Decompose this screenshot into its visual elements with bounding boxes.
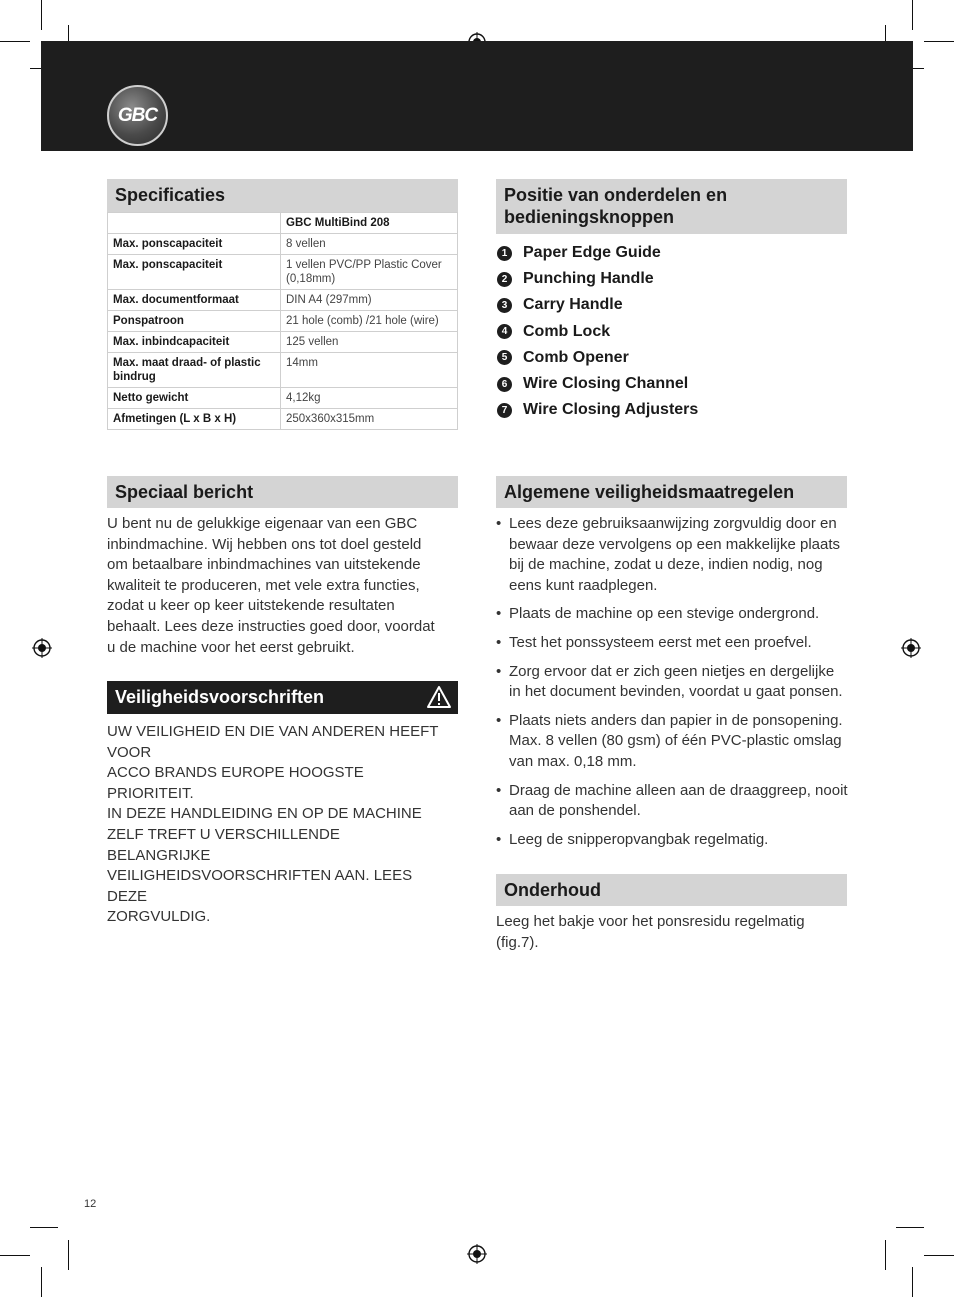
crop-mark xyxy=(912,1267,913,1297)
safety-rules-text xyxy=(107,722,447,928)
table-row xyxy=(108,332,458,353)
crop-mark xyxy=(924,41,954,42)
specifications-heading: Specificaties xyxy=(107,179,458,212)
bullet-text: Plaats de machine op een stevige ondergrond. xyxy=(509,605,820,623)
spec-value: 4,12kg xyxy=(281,388,458,409)
part-label: Paper Edge Guide xyxy=(523,244,661,262)
list-item xyxy=(496,319,698,345)
spec-label: Max. documentformaat xyxy=(108,290,281,311)
spec-value: 14mm xyxy=(281,353,458,388)
warning-triangle-icon xyxy=(426,685,452,709)
crop-mark xyxy=(896,1227,924,1228)
safety-line: VEILIGHEIDSVOORSCHRIFTEN AAN. LEES DEZE xyxy=(107,867,413,905)
general-safety-heading: Algemene veiligheidsmaatregelen xyxy=(496,476,847,508)
crop-mark xyxy=(924,1255,954,1256)
logo-text: GBC xyxy=(117,104,158,126)
list-item: • Zorg ervoor dat er zich geen nietjes en dergelijke in het document bevinden, voordat u gaat ponsen. xyxy=(496,662,843,701)
list-item: • Test het ponssysteem eerst met een proefvel. xyxy=(496,633,812,651)
bullet-text: Draag de machine alleen aan de draaggreep, nooit aan de ponshendel. xyxy=(509,781,848,820)
table-row xyxy=(108,234,458,255)
crop-mark xyxy=(41,1267,42,1297)
spec-label: Netto gewicht xyxy=(108,388,281,409)
general-safety-list xyxy=(496,514,850,858)
crop-mark xyxy=(912,0,913,30)
spec-value: 21 hole (comb) /21 hole (wire) xyxy=(281,311,458,332)
list-item: • Leeg de snipperopvangbak regelmatig. xyxy=(496,830,769,848)
list-item xyxy=(496,371,698,397)
bullet-text: Lees deze gebruiksaanwijzing zorgvuldig door en bewaar deze vervolgens op een makkelijke plaats bij de machine, zodat u deze, indien nodig, nog eens kunt raadplegen. xyxy=(509,515,841,594)
registration-mark-icon xyxy=(901,638,921,658)
maintenance-text: Leeg het bakje voor het ponsresidu regelmatig (fig.7). xyxy=(496,913,805,951)
list-item xyxy=(496,240,698,266)
table-row xyxy=(108,409,458,430)
parts-heading: Positie van onderdelen en bedieningsknoppen xyxy=(496,179,847,234)
list-item xyxy=(496,397,698,423)
crop-mark xyxy=(0,1255,30,1256)
spec-label: Ponspatroon xyxy=(108,311,281,332)
page-number: 12 xyxy=(84,1198,97,1210)
list-item: • Draag de machine alleen aan de draaggreep, nooit aan de ponshendel. xyxy=(496,781,848,820)
table-row xyxy=(108,311,458,332)
table-row xyxy=(108,290,458,311)
number-badge: 2 xyxy=(497,272,512,287)
safety-line: IN DEZE HANDLEIDING EN OP DE MACHINE xyxy=(107,805,422,823)
spec-label: Max. maat draad- of plastic bindrug xyxy=(108,353,281,388)
gbc-logo xyxy=(107,85,168,146)
registration-mark-icon xyxy=(32,638,52,658)
spec-label: Afmetingen (L x B x H) xyxy=(108,409,281,430)
header-band xyxy=(41,41,913,151)
number-badge: 5 xyxy=(497,350,512,365)
table-header-model: GBC MultiBind 208 xyxy=(281,213,458,234)
spec-value: 250x360x315mm xyxy=(281,409,458,430)
table-row xyxy=(108,388,458,409)
crop-mark xyxy=(41,0,42,30)
spec-label: Max. ponscapaciteit xyxy=(108,234,281,255)
number-badge: 1 xyxy=(497,246,512,261)
crop-mark xyxy=(30,1227,58,1228)
part-label: Wire Closing Channel xyxy=(523,375,689,393)
bullet-text: Zorg ervoor dat er zich geen nietjes en dergelijke in het document bevinden, voordat u gaat ponsen. xyxy=(509,662,843,701)
part-label: Comb Lock xyxy=(523,322,611,340)
bullet-text: Plaats niets anders dan papier in de ponsopening. Max. 8 vellen (80 gsm) of één PVC-plastic omslag van max. 0,18 mm. xyxy=(509,711,843,770)
safety-rules-title: Veiligheidsvoorschriften xyxy=(115,687,325,707)
special-message-heading: Speciaal bericht xyxy=(107,476,458,508)
crop-mark xyxy=(885,1240,886,1270)
number-badge: 4 xyxy=(497,324,512,339)
crop-mark xyxy=(68,1240,69,1270)
part-label: Comb Opener xyxy=(523,348,629,366)
safety-line: ZELF TREFT U VERSCHILLENDE BELANGRIJKE xyxy=(107,825,340,864)
list-item xyxy=(496,266,698,292)
safety-line: ACCO BRANDS EUROPE HOOGSTE PRIORITEIT. xyxy=(107,764,364,802)
part-label: Wire Closing Adjusters xyxy=(523,401,699,419)
spec-label: Max. inbindcapaciteit xyxy=(108,332,281,353)
bullet-text: Leeg de snipperopvangbak regelmatig. xyxy=(509,830,769,848)
table-header-row xyxy=(108,213,458,234)
bullet-text: Test het ponssysteem eerst met een proefvel. xyxy=(509,633,812,651)
spec-label: Max. ponscapaciteit xyxy=(108,255,281,290)
registration-mark-icon xyxy=(467,1244,487,1264)
list-item: • Plaats niets anders dan papier in de ponsopening. Max. 8 vellen (80 gsm) of één PVC-plastic omslag van max. 0,18 mm. xyxy=(496,711,843,770)
spec-value: 125 vellen xyxy=(281,332,458,353)
number-badge: 7 xyxy=(497,403,512,418)
parts-list xyxy=(496,240,698,423)
list-item: • Lees deze gebruiksaanwijzing zorgvuldig door en bewaar deze vervolgens op een makkelijke plaats bij de machine, zodat u deze, indien nodig, nog eens kunt raadplegen. xyxy=(496,515,841,594)
list-item xyxy=(496,345,698,371)
table-row xyxy=(108,255,458,290)
part-label: Punching Handle xyxy=(523,270,654,288)
table-row xyxy=(108,353,458,388)
list-item: • Plaats de machine op een stevige ondergrond. xyxy=(496,605,820,623)
safety-line: ZORGVULDIG. xyxy=(107,908,211,926)
list-item xyxy=(496,292,698,318)
number-badge: 3 xyxy=(497,298,512,313)
part-label: Carry Handle xyxy=(523,296,623,314)
safety-line: UW VEILIGHEID EN DIE VAN ANDEREN HEEFT VOOR xyxy=(107,723,439,761)
spec-value: 1 vellen PVC/PP Plastic Cover (0,18mm) xyxy=(281,255,458,290)
specifications-table xyxy=(107,212,458,430)
table-header-empty xyxy=(108,213,281,234)
crop-mark xyxy=(0,41,30,42)
safety-rules-heading xyxy=(107,681,458,714)
maintenance-heading: Onderhoud xyxy=(496,874,847,906)
spec-value: 8 vellen xyxy=(281,234,458,255)
spec-value: DIN A4 (297mm) xyxy=(281,290,458,311)
special-message-text: U bent nu de gelukkige eigenaar van een GBC inbindmachine. Wij hebben ons tot doel gesteld om betaalbare inbindmachines van uitstekende kwaliteit te produceren, met vele extra functies, zodat u keer op keer uitstekende resultaten behaalt. Lees deze instructies goed door, voordat u de machine voor het eerst gebruikt. xyxy=(107,515,435,656)
number-badge: 6 xyxy=(497,377,512,392)
